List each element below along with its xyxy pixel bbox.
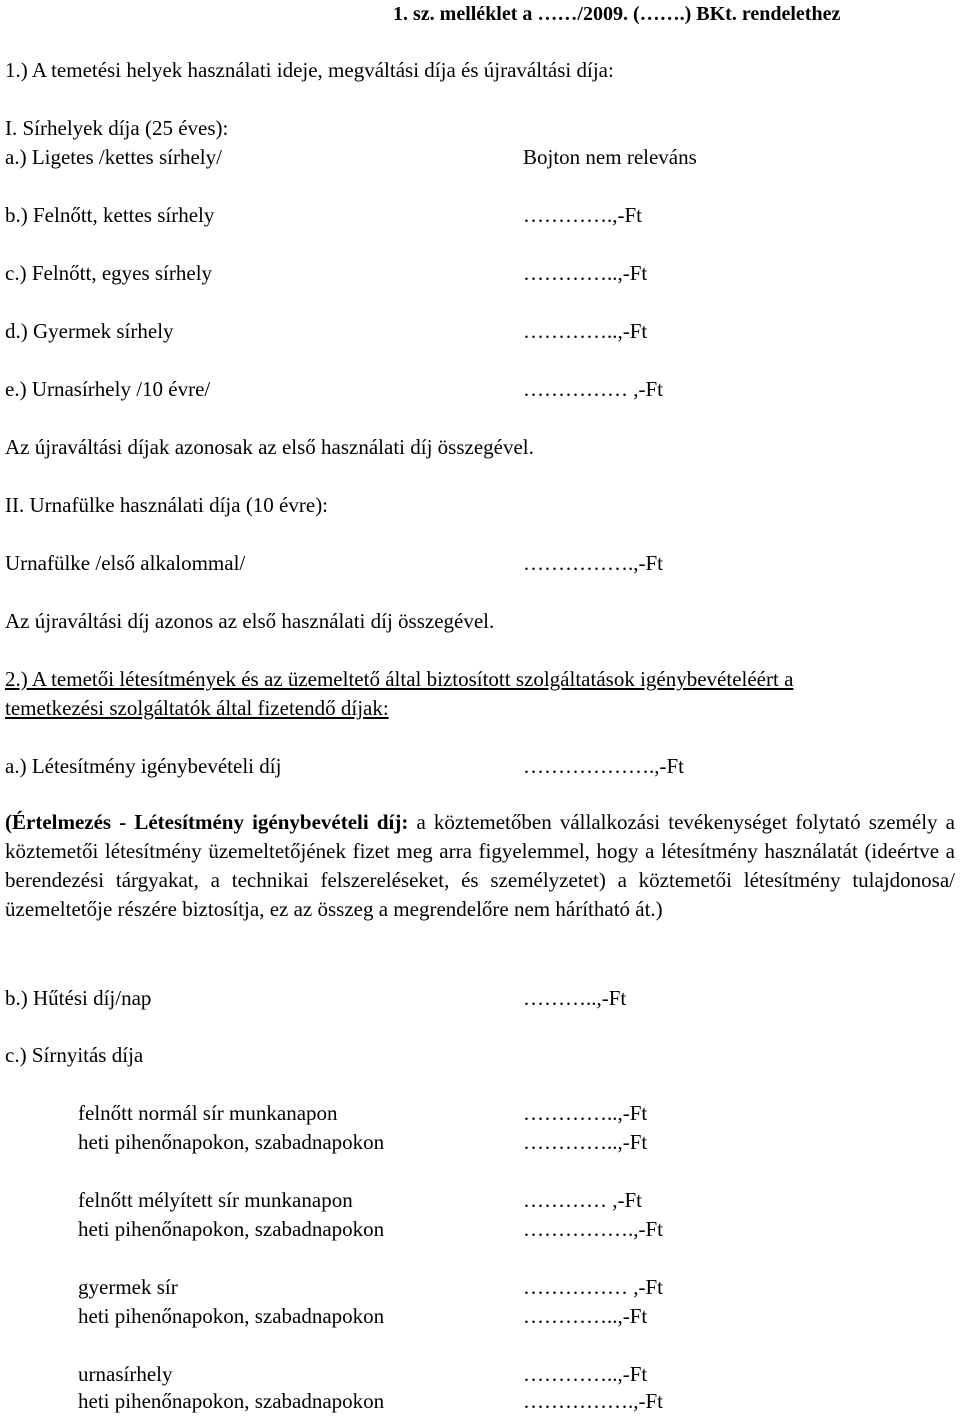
fee-row-label: d.) Gyermek sírhely (5, 319, 174, 343)
subfee-value: …………….,-Ft (523, 1389, 664, 1413)
subfee-label: urnasírhely (78, 1362, 173, 1386)
subfee-label: heti pihenőnapokon, szabadnapokon (78, 1304, 385, 1328)
fee-row-value: …………..,-Ft (523, 261, 648, 285)
subsection-2-title: II. Urnafülke használati díja (10 évre): (5, 493, 329, 517)
subsection-1-title: I. Sírhelyek díja (25 éves): (5, 116, 229, 140)
fee-row-label: e.) Urnasírhely /10 évre/ (5, 377, 211, 401)
explanation-bold: (Értelmezés - Létesítmény igénybevételi díj: (5, 810, 409, 834)
fee-row-value: …………… ,-Ft (523, 377, 664, 401)
urn-value: …………….,-Ft (523, 551, 664, 575)
fee-row-value: …………..,-Ft (523, 319, 648, 343)
section-2-title-line1: 2.) A temetői létesítmények és az üzemeltető által biztosított szolgáltatások igénybevételéért a (5, 667, 794, 691)
subfee-value: …………….,-Ft (523, 1217, 664, 1241)
fee-row-label: a.) Ligetes /kettes sírhely/ (5, 145, 222, 169)
fee-row-value: ……………….,-Ft (523, 754, 685, 778)
explanation-text: a köztemetőben vállalkozási tevékenységet folytató személy a köztemetői létesítmény üzemeltetőjének fizet meg arra figyelemmel, hogy a létesítmény használatát (ideértve a berendezési tárgyakat, a technikai felszereléseket, és személyzetet) a köztemetői létesítmény tulajdonosa/üzemeltetője részére biztosítja, ez az összeg a megrendelőre nem hárítható át.) (5, 810, 955, 921)
fee-row-label: b.) Hűtési díj/nap (5, 986, 152, 1010)
subfee-label: gyermek sír (78, 1275, 178, 1299)
subfee-value: …………… ,-Ft (523, 1275, 664, 1299)
note-text: Az újraváltási díj azonos az első használati díj összegével. (5, 609, 495, 633)
explanation-paragraph (5, 808, 955, 924)
fee-row-label: b.) Felnőtt, kettes sírhely (5, 203, 215, 227)
subfee-label: heti pihenőnapokon, szabadnapokon (78, 1389, 385, 1413)
note-text: Az újraváltási díjak azonosak az első használati díj összegével. (5, 435, 534, 459)
subfee-value: …………..,-Ft (523, 1304, 648, 1328)
subfee-label: heti pihenőnapokon, szabadnapokon (78, 1130, 385, 1154)
fee-row-value: Bojton nem releváns (523, 145, 697, 169)
section-2-title-line2: temetkezési szolgáltatók által fizetendő díjak: (5, 696, 389, 720)
urn-label: Urnafülke /első alkalommal/ (5, 551, 246, 575)
fee-row-label: c.) Felnőtt, egyes sírhely (5, 261, 213, 285)
fee-row-label: a.) Létesítmény igénybevételi díj (5, 754, 282, 778)
subfee-label: felnőtt normál sír munkanapon (78, 1101, 338, 1125)
document-header: 1. sz. melléklet a ……/2009. (…….) BKt. rendelethez (393, 3, 841, 25)
section-1-title: 1.) A temetési helyek használati ideje, megváltási díja és újraváltási díja: (5, 58, 614, 82)
fee-row-value: ………….,-Ft (523, 203, 643, 227)
subfee-value: …………..,-Ft (523, 1101, 648, 1125)
subfee-label: felnőtt mélyített sír munkanapon (78, 1188, 353, 1212)
subfee-value: ………… ,-Ft (523, 1188, 643, 1212)
subfee-value: …………..,-Ft (523, 1362, 648, 1386)
subfee-label: heti pihenőnapokon, szabadnapokon (78, 1217, 385, 1241)
subfee-value: …………..,-Ft (523, 1130, 648, 1154)
fee-row-value: ………..,-Ft (523, 986, 627, 1010)
fee-row-label: c.) Sírnyitás díja (5, 1043, 144, 1067)
